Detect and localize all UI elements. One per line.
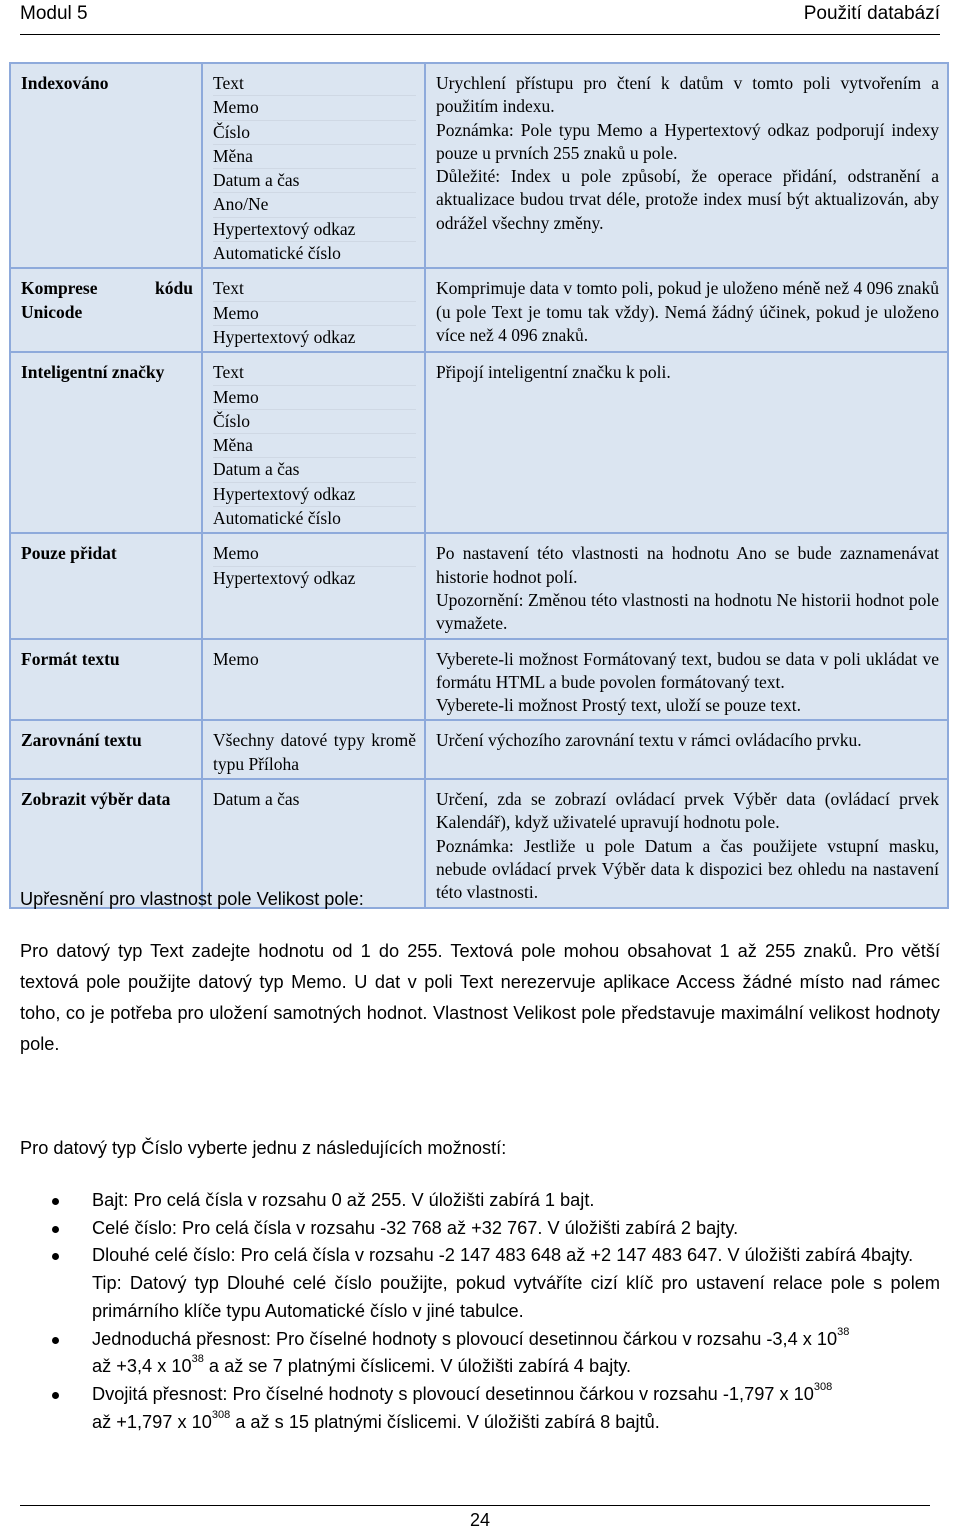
- description-paragraph: Poznámka: Jestliže u pole Datum a čas použijete vstupní masku, nebude ovládací prvek Výběr data k dispozici bez ohledu na nastavení této vlastnosti.: [436, 835, 939, 903]
- option-text: Dlouhé celé číslo: Pro celá čísla v rozsahu -2 147 483 648 až +2 147 483 647. V úložišti zabírá 4bajty.: [92, 1245, 914, 1266]
- data-type: Číslo: [213, 410, 416, 434]
- description-paragraph: Po nastavení této vlastnosti na hodnotu Ano se bude zaznamenávat historie hodnot polí.: [436, 543, 939, 587]
- property-description: [425, 720, 948, 779]
- bullet-icon: [52, 1226, 59, 1233]
- list-item: [20, 1326, 940, 1381]
- option-tip: Tip: Datový typ Dlouhé celé číslo použijte, pokud vytváříte cizí klíč pro ustavení relace pole s polem primárního klíče typu Automatické číslo v jiné tabulce.: [92, 1273, 940, 1321]
- table-row: [10, 533, 948, 638]
- option-text: až +1,797 x 10: [92, 1411, 212, 1432]
- data-type: Memo: [213, 542, 416, 566]
- property-name: Pouze přidat: [10, 533, 202, 638]
- data-type: Datum a čas: [213, 789, 300, 810]
- table-row: [10, 639, 948, 721]
- table-row: [10, 268, 948, 352]
- description-paragraph: Připojí inteligentní značku k poli.: [436, 362, 671, 383]
- data-types-cell: [202, 720, 425, 779]
- property-name: Zarovnání textu: [10, 720, 202, 779]
- data-type: Text: [213, 361, 416, 385]
- data-types-cell: [202, 639, 425, 721]
- module-title: Modul 5: [20, 3, 88, 24]
- property-name: Indexováno: [10, 63, 202, 268]
- data-type: Memo: [213, 302, 416, 326]
- description-paragraph: Komprimuje data v tomto poli, pokud je uloženo méně než 4 096 znaků (u pole Text je tomu tak vždy). Nemá žádný účinek, pokud je uloženo více než 4 096 znaků.: [436, 278, 940, 345]
- property-name: Inteligentní značky: [10, 352, 202, 533]
- number-options-list: [20, 1187, 940, 1436]
- bullet-icon: [52, 1253, 59, 1260]
- data-type: Číslo: [213, 121, 416, 145]
- data-type: Datum a čas: [213, 169, 416, 193]
- option-text: Celé číslo: Pro celá čísla v rozsahu -32 768 až +32 767. V úložišti zabírá 2 bajty.: [92, 1217, 739, 1238]
- list-item: [20, 1187, 940, 1215]
- data-type: Memo: [213, 386, 416, 410]
- bullet-icon: [52, 1198, 59, 1205]
- size-heading: Upřesnění pro vlastnost pole Velikost pole:: [20, 889, 364, 909]
- bullet-icon: [52, 1392, 59, 1399]
- description-paragraph: Důležité: Index u pole způsobí, že operace přidání, odstranění a aktualizace budou trvat déle, protože index musí být aktualizován, aby odrážel všechny změny.: [436, 166, 939, 233]
- description-paragraph: Urychlení přístupu pro čtení k datům v tomto poli vytvořením a použitím indexu.: [436, 73, 939, 117]
- table-row: [10, 63, 948, 268]
- data-type: Hypertextový odkaz: [213, 218, 416, 242]
- property-description: [425, 268, 948, 352]
- data-type: Měna: [213, 145, 416, 169]
- exponent: 38: [837, 1325, 850, 1338]
- data-types-cell: [202, 268, 425, 352]
- data-type: Měna: [213, 434, 416, 458]
- property-name: Zobrazit výběr data: [10, 779, 202, 907]
- size-paragraph: Pro datový typ Text zadejte hodnotu od 1 do 255. Textová pole mohou obsahovat 1 až 255 znaků. Pro větší textová pole použijte datový typ Memo. U dat v poli Text nerezervuje aplikace Access žádné místo nad rámec toho, co je potřeba pro uložení samotných hodnot. Vlastnost Velikost pole představuje maximální velikost hodnoty pole.: [20, 941, 940, 1054]
- bullet-icon: [52, 1337, 59, 1344]
- property-description: [425, 533, 948, 638]
- description-paragraph: Poznámka: Pole typu Memo a Hypertextový odkaz podporují indexy pouze u prvních 255 znaků u pole.: [436, 119, 939, 163]
- list-item: [20, 1242, 940, 1325]
- chapter-title: Použití databází: [803, 3, 940, 24]
- exponent: 38: [191, 1353, 204, 1366]
- option-text: Jednoduchá přesnost: Pro číselné hodnoty s plovoucí desetinnou čárkou v rozsahu -3,4 x 10: [92, 1328, 838, 1349]
- property-name: Formát textu: [10, 639, 202, 721]
- page-number: 24: [469, 1510, 491, 1530]
- table-row: [10, 720, 948, 779]
- property-description: [425, 63, 948, 268]
- list-item: [20, 1215, 940, 1243]
- description-paragraph: Určení výchozího zarovnání textu v rámci ovládacího prvku.: [436, 730, 862, 751]
- option-text: Dvojitá přesnost: Pro číselné hodnoty s plovoucí desetinnou čárkou v rozsahu -1,797 x 10: [92, 1383, 814, 1404]
- option-text: Bajt: Pro celá čísla v rozsahu 0 až 255. V úložišti zabírá 1 bajt.: [92, 1190, 595, 1210]
- exponent: 308: [813, 1380, 833, 1393]
- table-row: [10, 352, 948, 533]
- data-type: Memo: [213, 96, 416, 120]
- number-heading: Pro datový typ Číslo vyberte jednu z následujících možností:: [20, 1138, 507, 1158]
- data-types-cell: [202, 533, 425, 638]
- option-text: a až s 15 platnými číslicemi. V úložišti zabírá 8 bajtů.: [230, 1411, 660, 1432]
- data-type: Hypertextový odkaz: [213, 567, 356, 588]
- data-type: Automatické číslo: [213, 508, 341, 529]
- property-description: [425, 639, 948, 721]
- data-type: Datum a čas: [213, 458, 416, 482]
- exponent: 308: [211, 1408, 231, 1421]
- list-item: [20, 1381, 940, 1436]
- option-text: až +3,4 x 10: [92, 1356, 192, 1377]
- page-header: [20, 0, 940, 35]
- data-types-cell: [202, 352, 425, 533]
- footer-divider: [20, 1505, 930, 1506]
- description-paragraph: Vyberete-li možnost Prostý text, uloží se pouze text.: [436, 695, 801, 716]
- field-properties-table: [9, 62, 949, 909]
- data-type: Memo: [213, 648, 259, 669]
- data-type: Hypertextový odkaz: [213, 483, 416, 507]
- option-text: a až se 7 platnými číslicemi. V úložišti zabírá 4 bajty.: [203, 1356, 632, 1377]
- description-paragraph: Upozornění: Změnou této vlastnosti na hodnotu Ne historii hodnot pole vymažete.: [436, 589, 939, 634]
- description-paragraph: Vyberete-li možnost Formátovaný text, budou se data v poli ukládat ve formátu HTML a bude povolen formátovaný text.: [436, 648, 939, 692]
- property-name: Komprese kódu Unicode: [10, 268, 202, 352]
- data-type: Ano/Ne: [213, 193, 416, 217]
- data-type: Všechny datové typy kromě typu Příloha: [213, 730, 416, 774]
- data-type: Automatické číslo: [213, 243, 341, 264]
- description-paragraph: Určení, zda se zobrazí ovládací prvek Výběr data (ovládací prvek Kalendář), když uživatelé upravují hodnotu pole.: [436, 789, 939, 833]
- data-type: Text: [213, 72, 416, 96]
- data-type: Text: [213, 277, 416, 301]
- data-type: Hypertextový odkaz: [213, 326, 356, 347]
- data-types-cell: [202, 63, 425, 268]
- property-description: [425, 352, 948, 533]
